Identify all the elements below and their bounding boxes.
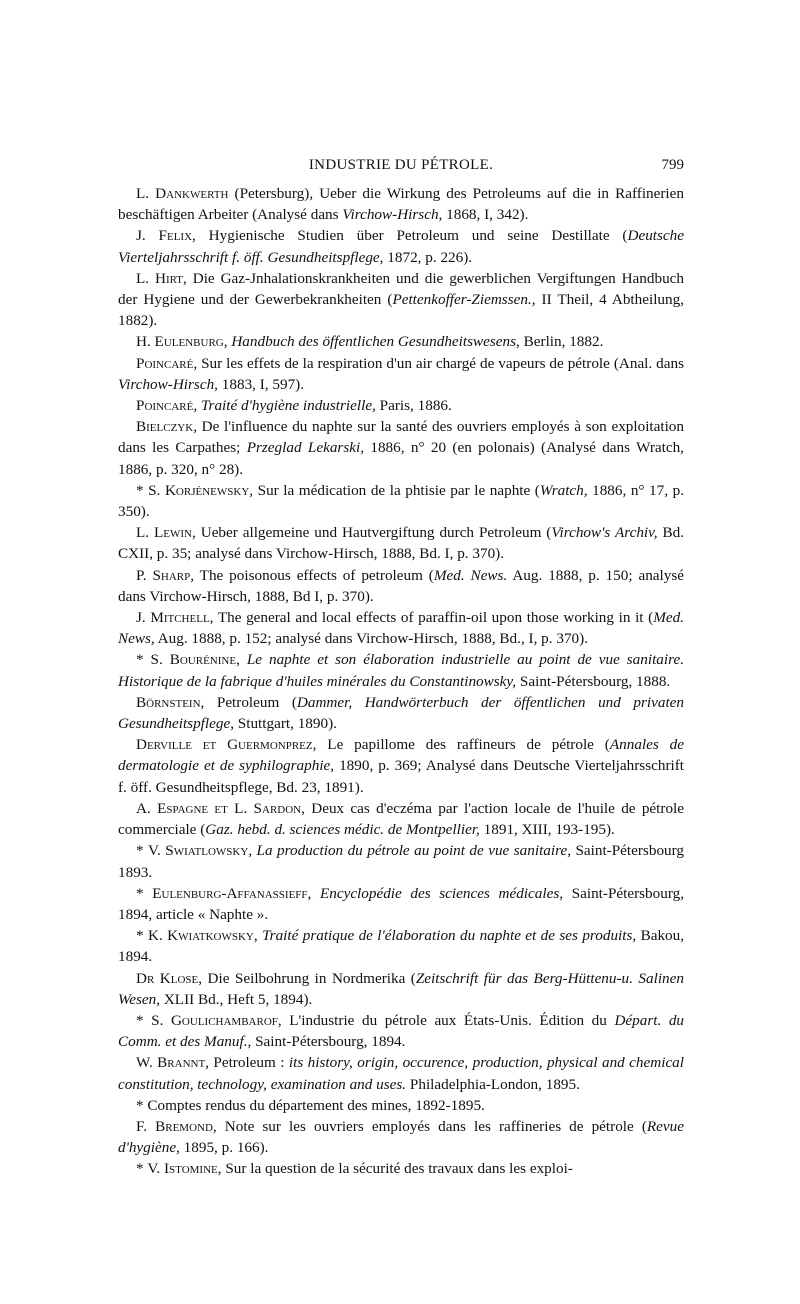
entry-author: Bielczyk: [136, 418, 194, 436]
entry-author: S. Korjénewsky: [148, 481, 250, 499]
bibliography-entry: H. Eulenburg, Handbuch des öffentlichen Gesundheitswesens, Berlin, 1882.: [136, 333, 604, 351]
entry-author: A. Espagne et L. Sardon: [136, 799, 302, 817]
bibliography-entry: W. Brannt, Petroleum : its history, origin, occurence, production, physical and chemical constitution, technology, examination and uses. Philadelphia-London, 1895.: [118, 1054, 684, 1093]
entry-title: Handbuch des öffentlichen Gesundheitswesens,: [231, 333, 520, 351]
entry-title: Med. News,: [118, 609, 684, 648]
entry-title: Le naphte et son élaboration industrielle au point de vue sanitaire. Historique de la fabrique d'huiles minérales du Constantinowsky,: [118, 651, 685, 690]
running-head: [118, 155, 684, 179]
entry-author: Dr Klose: [136, 969, 199, 987]
entry-author: Derville et Guermonprez: [136, 736, 313, 754]
entry-author: Poincaré: [136, 397, 194, 415]
bibliography-entry: Bielczyk, De l'influence du naphte sur la santé des ouvriers employés à son exploitation dans les Carpathes; Przeglad Lekarski, 1886, n° 20 (en polonais) (Analysé dans Wratch, 1886, p. 320, n° 28).: [118, 418, 684, 478]
bibliography-entry: Börnstein, Petroleum (Dammer, Handwörterbuch der öffentlichen und privaten Gesundheitspflege, Stuttgart, 1890).: [118, 693, 685, 733]
bibliography-entry: * Comptes rendus du département des mines, 1892-1895.: [136, 1096, 485, 1114]
entry-title: Wratch,: [539, 481, 588, 499]
running-title: INDUSTRIE DU PÉTROLE.: [308, 157, 494, 173]
entry-author: H. Eulenburg: [136, 333, 224, 351]
entry-title: Traité pratique de l'élaboration du naphte et de ses produits,: [262, 927, 637, 945]
entry-author: J. Mitchell: [136, 609, 210, 627]
entry-title: its history, origin, occurence, production, physical and chemical constitution, technology, examination and uses.: [118, 1054, 684, 1093]
entry-title: Départ. du Comm. et des Manuf.,: [118, 1011, 685, 1051]
bibliography-entry: Dr Klose, Die Seilbohrung in Nordmerika (Zeitschrift für das Berg-Hüttenu-u. Salinen Wesen, XLII Bd., Heft 5, 1894).: [118, 969, 684, 1008]
entry-author: L. Hirt: [136, 269, 184, 287]
entry-title: Zeitschrift für das Berg-Hüttenu-u. Salinen Wesen,: [118, 969, 684, 1008]
entry-author: L. Dankwerth: [136, 185, 229, 202]
bibliography-entry: J. Mitchell, The general and local effects of paraffin-oil upon those working in it (Med. News, Aug. 1888, p. 152; analysé dans Virchow-Hirsch, 1888, Bd., I, p. 370).: [118, 609, 684, 648]
entry-author: S. Goulichambarof: [151, 1011, 278, 1029]
bibliography-entry: P. Sharp, The poisonous effects of petroleum (Med. News. Aug. 1888, p. 150; analysé dans Virchow-Hirsch, 1888, Bd I, p. 370).: [118, 566, 684, 605]
bibliography-entry: * S. Goulichambarof, L'industrie du pétrole aux États-Unis. Édition du Départ. du Comm. et des Manuf., Saint-Pétersbourg, 1894.: [118, 1011, 685, 1051]
entry-author: K. Kwiatkowsky: [147, 927, 254, 945]
entry-title: Virchow-Hirsch,: [342, 206, 443, 224]
bibliography-entry: A. Espagne et L. Sardon, Deux cas d'eczéma par l'action locale de l'huile de pétrole commerciale (Gaz. hebd. d. sciences médic. de Montpellier, 1891, XIII, 193-195).: [118, 799, 684, 839]
entry-title: Virchow-Hirsch,: [118, 375, 218, 393]
entry-title: Revue d'hygiène,: [118, 1117, 684, 1157]
bibliography-entry: Poincaré, Sur les effets de la respiration d'un air chargé de vapeurs de pétrole (Anal. dans Virchow-Hirsch, 1883, I, 597).: [118, 354, 684, 393]
bibliography-entry: L. Lewin, Ueber allgemeine und Hautvergiftung durch Petroleum (Virchow's Archiv, Bd. CXII, p. 35; analysé dans Virchow-Hirsch, 1888, Bd. I, p. 370).: [118, 524, 684, 563]
entry-title: Annales de dermatologie et de syphilographie,: [118, 736, 684, 775]
bibliography-entry: * K. Kwiatkowsky, Traité pratique de l'élaboration du naphte et de ses produits, Bakou, 1894.: [118, 927, 685, 966]
entry-author: P. Sharp: [136, 566, 191, 584]
entry-author: L. Lewin: [136, 524, 192, 542]
bibliography-entry: * S. Korjénewsky, Sur la médication de la phtisie par le naphte (Wratch, 1886, n° 17, p. 350).: [118, 481, 684, 521]
entry-author: V. Swiatlowsky: [148, 842, 249, 860]
entry-title: Dammer, Handwörterbuch der öffentlichen und privaten Gesundheitspflege,: [118, 693, 685, 733]
page-number: 799: [661, 157, 684, 173]
entry-title: Virchow's Archiv,: [551, 524, 658, 542]
entry-title: Med. News.: [433, 566, 508, 584]
bibliography-entry: * Eulenburg-Affanassieff, Encyclopédie des sciences médicales, Saint-Pétersbourg, 1894, article « Naphte ».: [118, 884, 685, 923]
bibliography-entry: J. Felix, Hygienische Studien über Petroleum und seine Destillate (Deutsche Vierteljahrsschrift f. öff. Gesundheitspflege, 1872, p. 226).: [118, 227, 685, 266]
entry-title: Encyclopédie des sciences médicales,: [319, 884, 564, 902]
bibliography-entry: * V. Istomine, Sur la question de la sécurité des travaux dans les exploi-: [136, 1160, 573, 1178]
bibliography-entry: Poincaré, Traité d'hygiène industrielle, Paris, 1886.: [136, 397, 452, 415]
entry-author: V. Istomine: [147, 1160, 218, 1178]
entry-author: J. Felix: [136, 227, 193, 245]
entry-author: Börnstein: [136, 693, 201, 711]
entry-title: Traité d'hygiène industrielle,: [200, 397, 376, 415]
entry-title: Deutsche Vierteljahrsschrift f. öff. Gesundheitspflege,: [118, 227, 685, 266]
bibliography-entry: * S. Bourénine, Le naphte et son élaboration industrielle au point de vue sanitaire. Historique de la fabrique d'huiles minérales du Constantinowsky, Saint-Pétersbourg, 1888.: [118, 651, 685, 690]
bibliography-entry: * V. Swiatlowsky, La production du pétrole au point de vue sanitaire, Saint-Pétersbourg 1893.: [118, 842, 685, 881]
bibliography-list: [118, 183, 684, 1180]
bibliography-entry: L. Dankwerth (Petersburg), Ueber die Wirkung des Petroleums auf die in Raffinerien beschäftigen Arbeiter (Analysé dans Virchow-Hirsch, 1868, I, 342).: [118, 185, 684, 224]
entry-author: Poincaré: [136, 354, 194, 372]
entry-author: W. Brannt: [136, 1054, 206, 1072]
entry-title: Gaz. hebd. d. sciences médic. de Montpellier,: [205, 821, 480, 839]
bibliography-entry: L. Hirt, Die Gaz-Jnhalationskrankheiten und die gewerblichen Vergiftungen Handbuch der Hygiene und der Gewerbekrankheiten (Pettenkoffer-Ziemssen., II Theil, 4 Abtheilung, 1882).: [118, 269, 685, 330]
bibliography-entry: F. Bremond, Note sur les ouvriers employés dans les raffineries de pétrole (Revue d'hygiène, 1895, p. 166).: [118, 1117, 684, 1157]
bibliography-entry: Derville et Guermonprez, Le papillome des raffineurs de pétrole (Annales de dermatologie et de syphilographie, 1890, p. 369; Analysé dans Deutsche Vierteljahrsschrift f. öff. Gesundheitspflege, Bd. 23, 1891).: [118, 736, 685, 796]
entry-title: La production du pétrole au point de vue sanitaire,: [256, 842, 571, 860]
entry-title: Pettenkoffer-Ziemssen.,: [392, 291, 536, 309]
entry-author: F. Bremond: [136, 1117, 213, 1135]
entry-author: Eulenburg-Affanassieff: [152, 884, 308, 902]
book-page: [118, 155, 684, 1180]
entry-title: Przeglad Lekarski,: [246, 439, 364, 457]
entry-author: S. Bourénine: [150, 651, 237, 669]
